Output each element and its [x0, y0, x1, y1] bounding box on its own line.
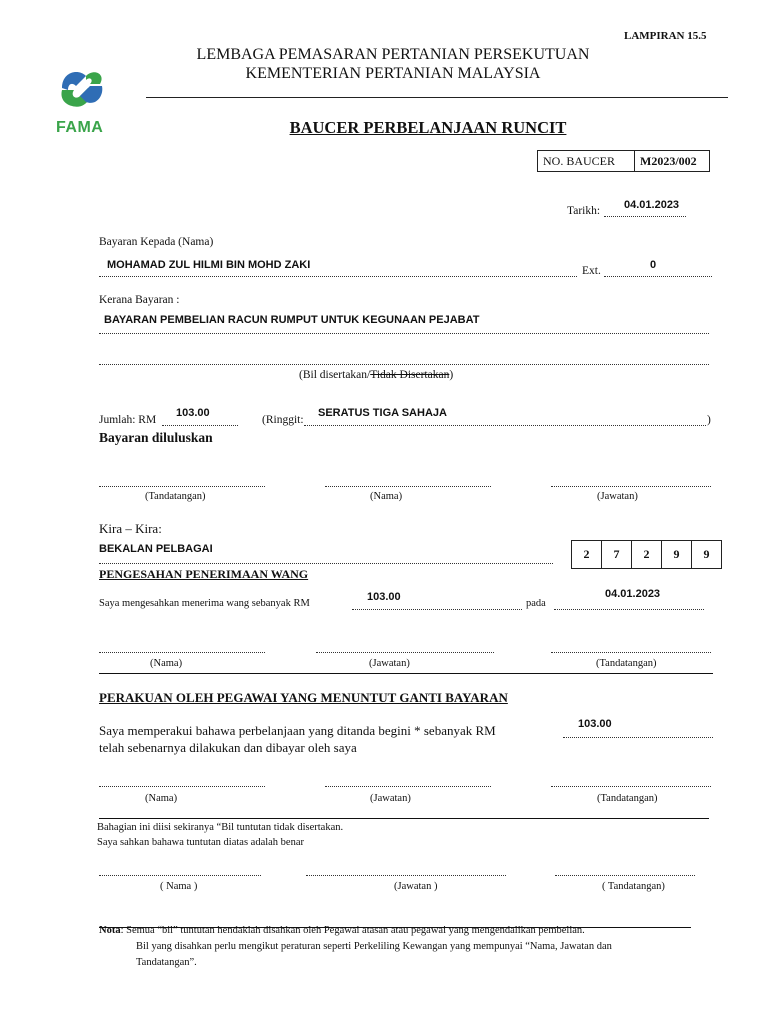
- jumlah-value: 103.00: [176, 407, 210, 419]
- account-code-boxes: [571, 540, 722, 569]
- kira-value: BEKALAN PELBAGAI: [99, 543, 213, 555]
- jumlah-label: Jumlah: RM: [99, 414, 157, 426]
- receipt-amount: 103.00: [367, 591, 401, 603]
- account-code-digit: 2: [572, 541, 602, 569]
- ext-label: Ext.: [582, 265, 601, 277]
- voucher-number-value: M2023/002: [635, 151, 710, 172]
- note-label: Nota: [99, 925, 121, 936]
- certification-heading: PERAKUAN OLEH PEGAWAI YANG MENUNTUT GANTI BAYARAN: [99, 690, 508, 705]
- ringgit-label: (Ringgit:: [262, 414, 304, 426]
- voucher-number-label: NO. BAUCER: [538, 151, 635, 172]
- ringgit-close: ): [707, 414, 711, 426]
- tarikh-value: 04.01.2023: [624, 199, 680, 211]
- receipt-signature-label: (Tandatangan): [596, 658, 657, 669]
- note-line1: : Semua “bil” tuntutan hendaklah disahkan oleh Pegawai atasan atau pegawai yang mengendalikan pembelian.: [120, 925, 585, 936]
- approval-signature-label: (Tandatangan): [145, 491, 206, 502]
- receipt-heading: PENGESAHAN PENERIMAAN WANG: [99, 567, 309, 581]
- account-code-digit: 7: [602, 541, 632, 569]
- certification-rule: [99, 818, 709, 819]
- header-rule: [146, 97, 728, 98]
- no-bill-name-label: ( Nama ): [160, 881, 198, 892]
- no-bill-position-label: (Jawatan ): [394, 881, 438, 892]
- section-divider: [99, 673, 713, 674]
- payee-name: MOHAMAD ZUL HILMI BIN MOHD ZAKI: [107, 259, 311, 271]
- note-line3: Tandatangan”.: [136, 957, 197, 968]
- receipt-text: Saya mengesahkan menerima wang sebanyak RM: [99, 598, 310, 609]
- fama-logo-icon: [56, 62, 108, 112]
- fama-logo: [56, 62, 108, 134]
- certification-line1: Saya memperakui bahawa perbelanjaan yang ditanda begini * sebanyak RM: [99, 723, 496, 738]
- ringgit-value: SERATUS TIGA SAHAJA: [318, 407, 447, 419]
- approval-position-label: (Jawatan): [597, 491, 638, 502]
- certification-position-label: (Jawatan): [370, 793, 411, 804]
- receipt-pada-label: pada: [526, 598, 546, 609]
- certification-line2: telah sebenarnya dilakukan dan dibayar oleh saya: [99, 740, 357, 755]
- note: [99, 925, 585, 936]
- note-line2: Bil yang disahkan perlu mengikut peraturan seperti Perkeliling Kewangan yang mempunyai “Nama, Jawatan dan: [136, 941, 612, 952]
- voucher-number-box: [537, 150, 710, 172]
- reason-value: BAYARAN PEMBELIAN RACUN RUMPUT UNTUK KEGUNAAN PEJABAT: [104, 314, 480, 326]
- lampiran-label: LAMPIRAN 15.5: [624, 30, 707, 42]
- approval-name-label: (Nama): [370, 491, 403, 502]
- bill-status: (Bil disertakan/Tidak Disertakan): [299, 369, 454, 381]
- ext-value: 0: [650, 259, 657, 271]
- payee-label: Bayaran Kepada (Nama): [99, 236, 214, 248]
- payment-approved: Bayaran diluluskan: [99, 430, 213, 445]
- org-name-line2: KEMENTERIAN PERTANIAN MALAYSIA: [245, 65, 541, 82]
- org-name-line1: LEMBAGA PEMASARAN PERTANIAN PERSEKUTUAN: [196, 46, 590, 63]
- fama-logo-text: FAMA: [56, 119, 104, 136]
- voucher-title: BAUCER PERBELANJAAN RUNCIT: [289, 118, 567, 137]
- certification-amount: 103.00: [578, 718, 612, 730]
- account-code-digit: 9: [662, 541, 692, 569]
- receipt-date: 04.01.2023: [605, 588, 661, 600]
- account-code-digit: 9: [692, 541, 722, 569]
- certification-name-label: (Nama): [145, 793, 178, 804]
- reason-label: Kerana Bayaran :: [99, 294, 180, 306]
- kira-label: Kira – Kira:: [99, 521, 162, 536]
- no-bill-signature-label: ( Tandatangan): [602, 881, 665, 892]
- receipt-position-label: (Jawatan): [369, 658, 410, 669]
- no-bill-line2: Saya sahkan bahawa tuntutan diatas adalah benar: [97, 837, 305, 848]
- certification-signature-label: (Tandatangan): [597, 793, 658, 804]
- no-bill-line1: Bahagian ini diisi sekiranya “Bil tuntutan tidak disertakan.: [97, 822, 344, 833]
- receipt-name-label: (Nama): [150, 658, 183, 669]
- account-code-digit: 2: [632, 541, 662, 569]
- tarikh-label: Tarikh:: [567, 205, 601, 217]
